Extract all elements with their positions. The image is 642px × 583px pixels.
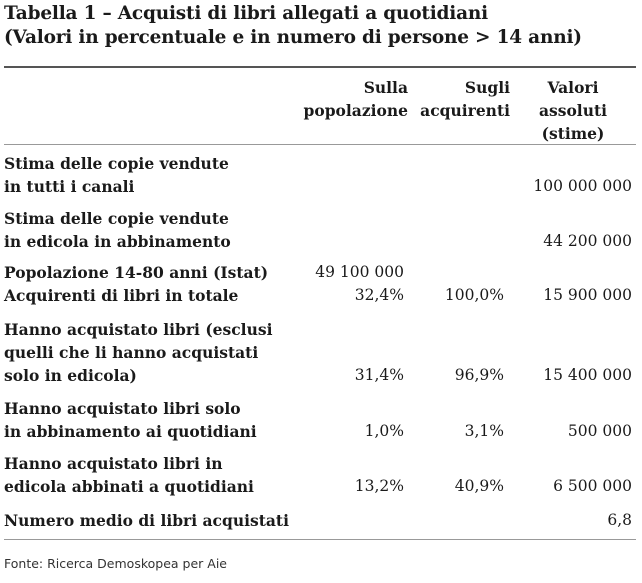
- table-title: [4, 2, 582, 50]
- cell-valori-assoluti: 6 500 000: [553, 477, 632, 495]
- row-label: Popolazione 14-80 anni (Istat): [4, 263, 269, 282]
- column-header-sugli-acquirenti: Sugli acquirenti: [420, 78, 510, 120]
- row-label: Stima delle copie vendute in edicola in abbinamento: [4, 209, 231, 251]
- row-label: Hanno acquistato libri solo in abbinamento ai quotidiani: [4, 399, 257, 441]
- cell-valori-assoluti: 100 000 000: [533, 177, 632, 195]
- cell-sulla-popolazione: 1,0%: [364, 422, 404, 440]
- top-rule: [4, 66, 636, 68]
- row-label: Hanno acquistato libri in edicola abbinati a quotidiani: [4, 454, 254, 496]
- row-label: Numero medio di libri acquistati: [4, 511, 289, 530]
- table-title-line-1: Tabella 1 – Acquisti di libri allegati a quotidiani: [4, 3, 488, 24]
- cell-sugli-acquirenti: 96,9%: [454, 366, 504, 384]
- row-label: Acquirenti di libri in totale: [4, 286, 239, 305]
- column-header-sulla-popolazione: Sulla popolazione: [303, 78, 408, 120]
- source-note: Fonte: Ricerca Demoskopea per Aie: [4, 556, 227, 571]
- cell-sulla-popolazione: 32,4%: [354, 286, 404, 304]
- table-title-line-2: (Valori in percentuale e in numero di persone > 14 anni): [4, 27, 582, 48]
- row-label: Hanno acquistato libri (esclusi quelli che li hanno acquistati solo in edicola): [4, 320, 273, 385]
- cell-sulla-popolazione: 31,4%: [354, 366, 404, 384]
- cell-sugli-acquirenti: 3,1%: [464, 422, 504, 440]
- cell-valori-assoluti: 44 200 000: [543, 232, 632, 250]
- cell-sulla-popolazione: 13,2%: [354, 477, 404, 495]
- cell-valori-assoluti: 6,8: [607, 511, 632, 529]
- row-label: Stima delle copie vendute in tutti i canali: [4, 154, 229, 196]
- header-rule: [4, 144, 636, 145]
- cell-valori-assoluti: 15 400 000: [543, 366, 632, 384]
- column-header-valori-assoluti: Valori assoluti (stime): [538, 78, 608, 143]
- cell-sulla-popolazione: 49 100 000: [315, 263, 404, 281]
- cell-sugli-acquirenti: 100,0%: [444, 286, 504, 304]
- cell-sugli-acquirenti: 40,9%: [454, 477, 504, 495]
- cell-valori-assoluti: 15 900 000: [543, 286, 632, 304]
- cell-valori-assoluti: 500 000: [567, 422, 632, 440]
- bottom-rule: [4, 539, 636, 540]
